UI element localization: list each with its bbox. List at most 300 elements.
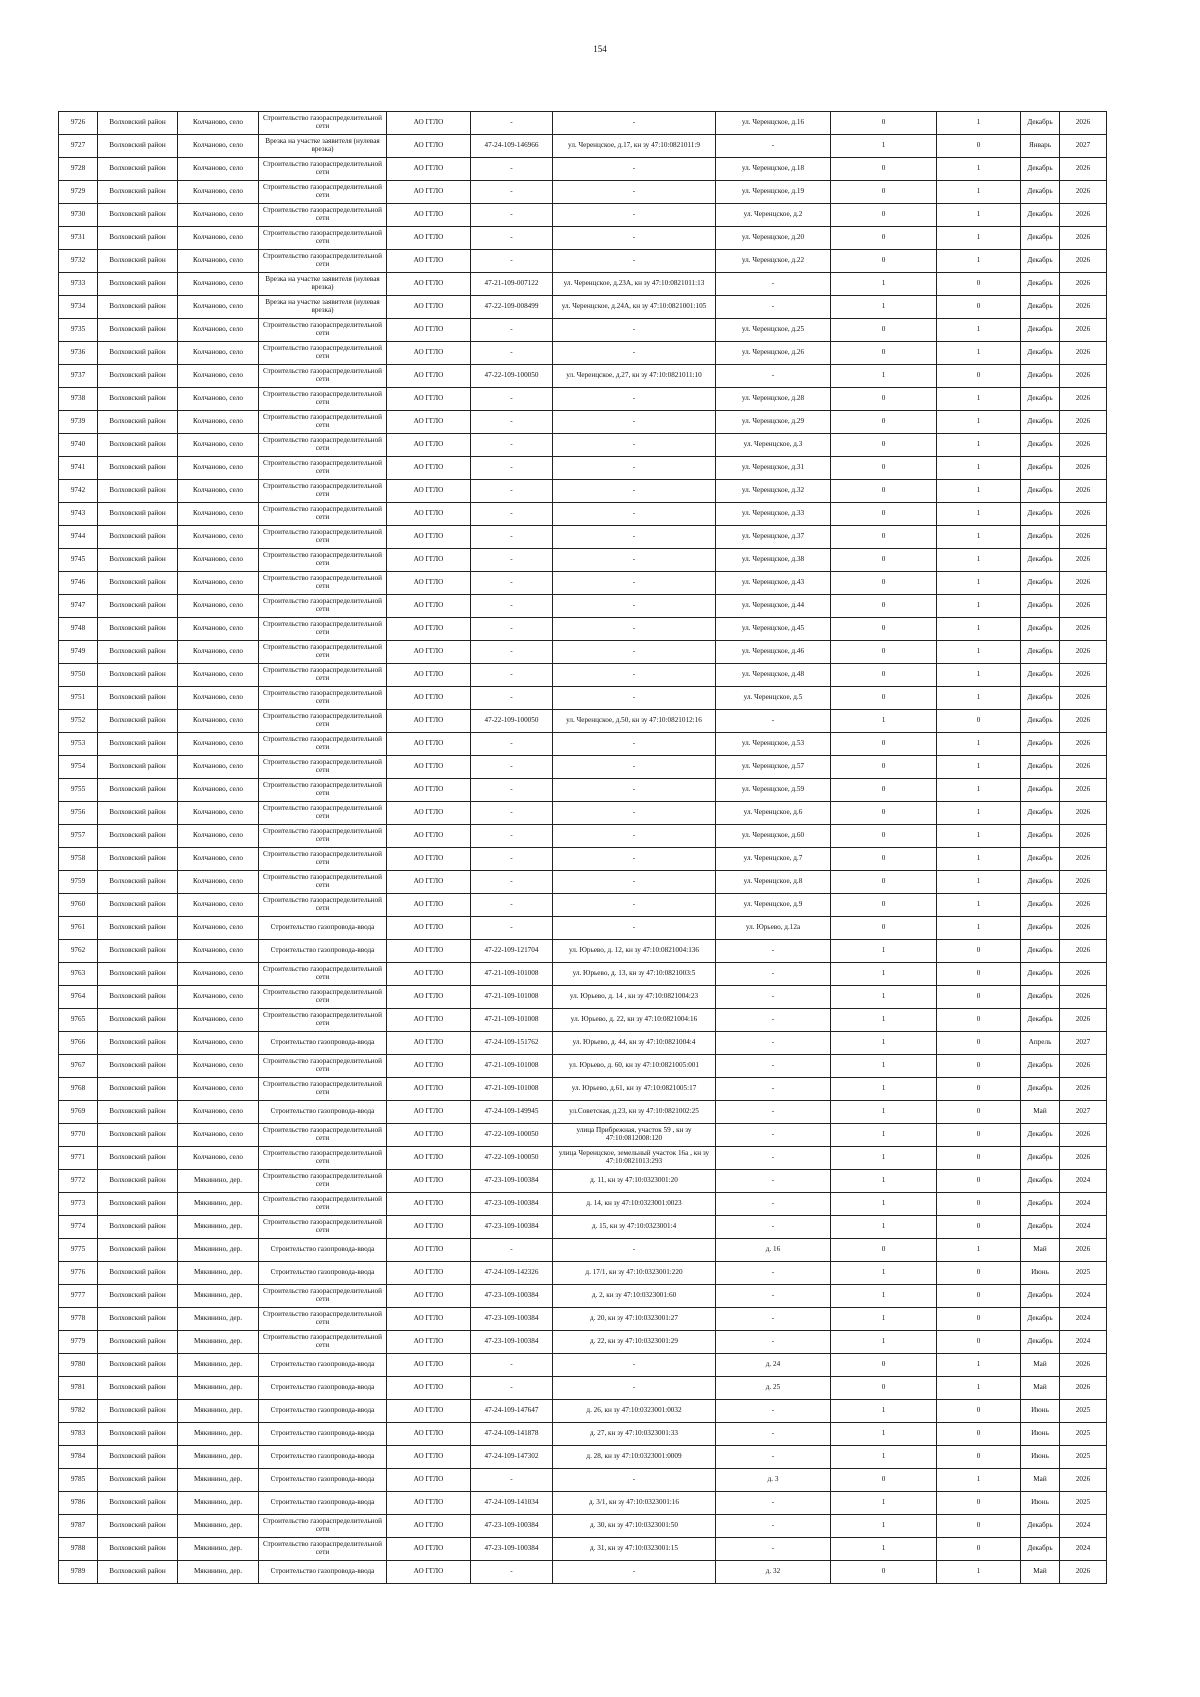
- table-row: [59, 1469, 1107, 1492]
- row-number-cell: 9763: [59, 963, 98, 986]
- row-number-cell: 9734: [59, 296, 98, 319]
- count-b-cell: 0: [937, 1446, 1021, 1469]
- table-row: [59, 1170, 1107, 1193]
- count-a-cell: 0: [831, 112, 937, 135]
- work-type-cell: Строительство газораспределительной сети: [259, 181, 387, 204]
- count-b-cell: 0: [937, 986, 1021, 1009]
- count-a-cell: 1: [831, 1400, 937, 1423]
- count-a-cell: 0: [831, 1377, 937, 1400]
- cadastral-address-cell: -: [553, 917, 716, 940]
- application-number-cell: 47-22-109-100050: [471, 710, 553, 733]
- month-cell: Декабрь: [1021, 1078, 1060, 1101]
- table-row: [59, 250, 1107, 273]
- application-number-cell: -: [471, 1469, 553, 1492]
- row-number-cell: 9771: [59, 1147, 98, 1170]
- table-row: [59, 365, 1107, 388]
- settlement-cell: Колчаново, село: [178, 802, 259, 825]
- table-row: [59, 595, 1107, 618]
- row-number-cell: 9745: [59, 549, 98, 572]
- settlement-cell: Колчаново, село: [178, 296, 259, 319]
- address-cell: ул. Черенцское, д.33: [716, 503, 831, 526]
- row-number-cell: 9740: [59, 434, 98, 457]
- settlement-cell: Мякинино, дер.: [178, 1446, 259, 1469]
- organization-cell: АО ГГЛО: [387, 526, 471, 549]
- organization-cell: АО ГГЛО: [387, 1538, 471, 1561]
- district-cell: Волховский район: [98, 434, 178, 457]
- work-type-cell: Строительство газораспределительной сети: [259, 1216, 387, 1239]
- address-cell: д. 16: [716, 1239, 831, 1262]
- application-number-cell: 47-23-109-100384: [471, 1216, 553, 1239]
- table-row: [59, 802, 1107, 825]
- work-type-cell: Строительство газораспределительной сети: [259, 572, 387, 595]
- district-cell: Волховский район: [98, 733, 178, 756]
- row-number-cell: 9764: [59, 986, 98, 1009]
- year-cell: 2026: [1060, 181, 1107, 204]
- settlement-cell: Колчаново, село: [178, 963, 259, 986]
- month-cell: Декабрь: [1021, 457, 1060, 480]
- month-cell: Декабрь: [1021, 1285, 1060, 1308]
- cadastral-address-cell: -: [553, 342, 716, 365]
- district-cell: Волховский район: [98, 158, 178, 181]
- year-cell: 2025: [1060, 1423, 1107, 1446]
- organization-cell: АО ГГЛО: [387, 1423, 471, 1446]
- cadastral-address-cell: -: [553, 181, 716, 204]
- row-number-cell: 9728: [59, 158, 98, 181]
- cadastral-address-cell: -: [553, 848, 716, 871]
- application-number-cell: -: [471, 894, 553, 917]
- application-number-cell: -: [471, 618, 553, 641]
- month-cell: Декабрь: [1021, 365, 1060, 388]
- address-cell: -: [716, 1262, 831, 1285]
- settlement-cell: Колчаново, село: [178, 917, 259, 940]
- count-b-cell: 0: [937, 1285, 1021, 1308]
- organization-cell: АО ГГЛО: [387, 227, 471, 250]
- cadastral-address-cell: д. 3/1, кн зу 47:10:0323001:16: [553, 1492, 716, 1515]
- organization-cell: АО ГГЛО: [387, 779, 471, 802]
- address-cell: -: [716, 1193, 831, 1216]
- settlement-cell: Колчаново, село: [178, 641, 259, 664]
- year-cell: 2024: [1060, 1538, 1107, 1561]
- table-row: [59, 342, 1107, 365]
- month-cell: Декабрь: [1021, 250, 1060, 273]
- count-a-cell: 1: [831, 1262, 937, 1285]
- table-row: [59, 641, 1107, 664]
- address-cell: ул. Черенцское, д.7: [716, 848, 831, 871]
- work-type-cell: Строительство газораспределительной сети: [259, 434, 387, 457]
- row-number-cell: 9774: [59, 1216, 98, 1239]
- organization-cell: АО ГГЛО: [387, 802, 471, 825]
- year-cell: 2026: [1060, 1561, 1107, 1584]
- work-type-cell: Врезка на участке заявителя (нулевая врезка): [259, 135, 387, 158]
- address-cell: ул. Черенцское, д.45: [716, 618, 831, 641]
- count-b-cell: 1: [937, 181, 1021, 204]
- table-row: [59, 1331, 1107, 1354]
- work-type-cell: Строительство газопровода-ввода: [259, 1377, 387, 1400]
- district-cell: Волховский район: [98, 388, 178, 411]
- year-cell: 2025: [1060, 1400, 1107, 1423]
- table-row: [59, 1492, 1107, 1515]
- month-cell: Декабрь: [1021, 595, 1060, 618]
- row-number-cell: 9733: [59, 273, 98, 296]
- address-cell: -: [716, 710, 831, 733]
- district-cell: Волховский район: [98, 1354, 178, 1377]
- count-b-cell: 0: [937, 1055, 1021, 1078]
- count-a-cell: 0: [831, 1469, 937, 1492]
- settlement-cell: Колчаново, село: [178, 595, 259, 618]
- month-cell: Декабрь: [1021, 296, 1060, 319]
- application-number-cell: 47-24-109-147647: [471, 1400, 553, 1423]
- address-cell: -: [716, 1400, 831, 1423]
- cadastral-address-cell: ул. Черенцское, д.50, кн зу 47:10:0821012:16: [553, 710, 716, 733]
- organization-cell: АО ГГЛО: [387, 1354, 471, 1377]
- count-b-cell: 0: [937, 296, 1021, 319]
- work-type-cell: Строительство газораспределительной сети: [259, 411, 387, 434]
- cadastral-address-cell: ул.Советская, д.23, кн зу 47:10:0821002:25: [553, 1101, 716, 1124]
- row-number-cell: 9753: [59, 733, 98, 756]
- month-cell: Декабрь: [1021, 986, 1060, 1009]
- organization-cell: АО ГГЛО: [387, 1331, 471, 1354]
- count-b-cell: 0: [937, 1216, 1021, 1239]
- count-b-cell: 0: [937, 940, 1021, 963]
- cadastral-address-cell: д. 11, кн зу 47:10:0323001:20: [553, 1170, 716, 1193]
- district-cell: Волховский район: [98, 618, 178, 641]
- cadastral-address-cell: ул. Юрьево, д. 44, кн зу 47:10:0821004:4: [553, 1032, 716, 1055]
- count-b-cell: 1: [937, 641, 1021, 664]
- settlement-cell: Колчаново, село: [178, 1055, 259, 1078]
- count-b-cell: 0: [937, 365, 1021, 388]
- address-cell: ул. Черенцское, д.38: [716, 549, 831, 572]
- organization-cell: АО ГГЛО: [387, 1469, 471, 1492]
- work-type-cell: Строительство газораспределительной сети: [259, 641, 387, 664]
- count-b-cell: 1: [937, 319, 1021, 342]
- settlement-cell: Колчаново, село: [178, 618, 259, 641]
- organization-cell: АО ГГЛО: [387, 825, 471, 848]
- table-row: [59, 1400, 1107, 1423]
- address-cell: ул. Черенцское, д.37: [716, 526, 831, 549]
- address-cell: ул. Черенцское, д.57: [716, 756, 831, 779]
- table-row: [59, 710, 1107, 733]
- count-a-cell: 0: [831, 802, 937, 825]
- district-cell: Волховский район: [98, 1193, 178, 1216]
- year-cell: 2026: [1060, 1469, 1107, 1492]
- month-cell: Январь: [1021, 135, 1060, 158]
- row-number-cell: 9789: [59, 1561, 98, 1584]
- work-type-cell: Строительство газораспределительной сети: [259, 503, 387, 526]
- organization-cell: АО ГГЛО: [387, 1170, 471, 1193]
- count-a-cell: 1: [831, 1446, 937, 1469]
- application-number-cell: -: [471, 388, 553, 411]
- cadastral-address-cell: улица Черенцское, земельный участок 16а , кн зу 47:10:0821013:293: [553, 1147, 716, 1170]
- count-a-cell: 0: [831, 526, 937, 549]
- application-number-cell: 47-21-109-101008: [471, 1055, 553, 1078]
- application-number-cell: -: [471, 871, 553, 894]
- year-cell: 2026: [1060, 158, 1107, 181]
- row-number-cell: 9776: [59, 1262, 98, 1285]
- count-b-cell: 0: [937, 1400, 1021, 1423]
- count-a-cell: 0: [831, 319, 937, 342]
- row-number-cell: 9752: [59, 710, 98, 733]
- organization-cell: АО ГГЛО: [387, 848, 471, 871]
- cadastral-address-cell: -: [553, 756, 716, 779]
- month-cell: Май: [1021, 1354, 1060, 1377]
- settlement-cell: Колчаново, село: [178, 756, 259, 779]
- work-type-cell: Строительство газораспределительной сети: [259, 618, 387, 641]
- work-type-cell: Строительство газопровода-ввода: [259, 1239, 387, 1262]
- district-cell: Волховский район: [98, 917, 178, 940]
- work-type-cell: Строительство газораспределительной сети: [259, 204, 387, 227]
- year-cell: 2026: [1060, 388, 1107, 411]
- application-number-cell: 47-22-109-100050: [471, 1147, 553, 1170]
- month-cell: Декабрь: [1021, 802, 1060, 825]
- work-type-cell: Строительство газопровода-ввода: [259, 1032, 387, 1055]
- count-b-cell: 0: [937, 1032, 1021, 1055]
- address-cell: -: [716, 1124, 831, 1147]
- year-cell: 2026: [1060, 457, 1107, 480]
- settlement-cell: Колчаново, село: [178, 457, 259, 480]
- work-type-cell: Строительство газораспределительной сети: [259, 664, 387, 687]
- row-number-cell: 9765: [59, 1009, 98, 1032]
- cadastral-address-cell: -: [553, 1239, 716, 1262]
- organization-cell: АО ГГЛО: [387, 940, 471, 963]
- settlement-cell: Колчаново, село: [178, 227, 259, 250]
- year-cell: 2026: [1060, 319, 1107, 342]
- month-cell: Декабрь: [1021, 1331, 1060, 1354]
- application-number-cell: 47-24-109-146966: [471, 135, 553, 158]
- count-b-cell: 0: [937, 1538, 1021, 1561]
- address-cell: -: [716, 1101, 831, 1124]
- organization-cell: АО ГГЛО: [387, 871, 471, 894]
- organization-cell: АО ГГЛО: [387, 1515, 471, 1538]
- application-number-cell: -: [471, 549, 553, 572]
- organization-cell: АО ГГЛО: [387, 1216, 471, 1239]
- count-a-cell: 1: [831, 1124, 937, 1147]
- application-number-cell: 47-24-109-142326: [471, 1262, 553, 1285]
- row-number-cell: 9768: [59, 1078, 98, 1101]
- month-cell: Декабрь: [1021, 480, 1060, 503]
- month-cell: Декабрь: [1021, 618, 1060, 641]
- count-a-cell: 0: [831, 457, 937, 480]
- table-row: [59, 894, 1107, 917]
- cadastral-address-cell: -: [553, 1354, 716, 1377]
- cadastral-address-cell: -: [553, 388, 716, 411]
- work-type-cell: Строительство газораспределительной сети: [259, 526, 387, 549]
- row-number-cell: 9754: [59, 756, 98, 779]
- row-number-cell: 9781: [59, 1377, 98, 1400]
- organization-cell: АО ГГЛО: [387, 250, 471, 273]
- address-cell: -: [716, 1515, 831, 1538]
- row-number-cell: 9780: [59, 1354, 98, 1377]
- count-b-cell: 0: [937, 1193, 1021, 1216]
- cadastral-address-cell: -: [553, 204, 716, 227]
- district-cell: Волховский район: [98, 457, 178, 480]
- count-b-cell: 1: [937, 733, 1021, 756]
- address-cell: ул. Черенцское, д.43: [716, 572, 831, 595]
- row-number-cell: 9766: [59, 1032, 98, 1055]
- year-cell: 2026: [1060, 641, 1107, 664]
- count-a-cell: 0: [831, 917, 937, 940]
- organization-cell: АО ГГЛО: [387, 503, 471, 526]
- work-type-cell: Строительство газораспределительной сети: [259, 1055, 387, 1078]
- application-number-cell: -: [471, 733, 553, 756]
- district-cell: Волховский район: [98, 1308, 178, 1331]
- settlement-cell: Мякинино, дер.: [178, 1216, 259, 1239]
- application-number-cell: -: [471, 112, 553, 135]
- table-row: [59, 871, 1107, 894]
- month-cell: Декабрь: [1021, 1124, 1060, 1147]
- count-b-cell: 1: [937, 526, 1021, 549]
- settlement-cell: Мякинино, дер.: [178, 1262, 259, 1285]
- table-row: [59, 572, 1107, 595]
- cadastral-address-cell: ул. Юрьево, д.61, кн зу 47:10:0821005:17: [553, 1078, 716, 1101]
- count-a-cell: 1: [831, 986, 937, 1009]
- count-a-cell: 0: [831, 641, 937, 664]
- row-number-cell: 9785: [59, 1469, 98, 1492]
- application-number-cell: -: [471, 687, 553, 710]
- settlement-cell: Мякинино, дер.: [178, 1354, 259, 1377]
- district-cell: Волховский район: [98, 963, 178, 986]
- year-cell: 2026: [1060, 503, 1107, 526]
- count-b-cell: 0: [937, 1515, 1021, 1538]
- address-cell: -: [716, 1170, 831, 1193]
- year-cell: 2026: [1060, 342, 1107, 365]
- table-row: [59, 779, 1107, 802]
- district-cell: Волховский район: [98, 1423, 178, 1446]
- work-type-cell: Строительство газораспределительной сети: [259, 1170, 387, 1193]
- cadastral-address-cell: -: [553, 894, 716, 917]
- cadastral-address-cell: -: [553, 1469, 716, 1492]
- settlement-cell: Колчаново, село: [178, 871, 259, 894]
- settlement-cell: Мякинино, дер.: [178, 1193, 259, 1216]
- work-type-cell: Строительство газораспределительной сети: [259, 986, 387, 1009]
- year-cell: 2026: [1060, 526, 1107, 549]
- count-a-cell: 1: [831, 1032, 937, 1055]
- settlement-cell: Колчаново, село: [178, 710, 259, 733]
- district-cell: Волховский район: [98, 1101, 178, 1124]
- district-cell: Волховский район: [98, 250, 178, 273]
- district-cell: Волховский район: [98, 1515, 178, 1538]
- address-cell: ул. Черенцское, д.20: [716, 227, 831, 250]
- table-row: [59, 319, 1107, 342]
- settlement-cell: Колчаново, село: [178, 825, 259, 848]
- application-number-cell: 47-22-109-100050: [471, 365, 553, 388]
- work-type-cell: Строительство газопровода-ввода: [259, 1446, 387, 1469]
- settlement-cell: Колчаново, село: [178, 1032, 259, 1055]
- row-number-cell: 9786: [59, 1492, 98, 1515]
- row-number-cell: 9769: [59, 1101, 98, 1124]
- month-cell: Декабрь: [1021, 273, 1060, 296]
- count-b-cell: 1: [937, 1561, 1021, 1584]
- month-cell: Декабрь: [1021, 664, 1060, 687]
- cadastral-address-cell: д. 14, кн зу 47:10:0323001:0023: [553, 1193, 716, 1216]
- organization-cell: АО ГГЛО: [387, 595, 471, 618]
- table-row: [59, 1515, 1107, 1538]
- cadastral-address-cell: д. 31, кн зу 47:10:0323001:15: [553, 1538, 716, 1561]
- address-cell: -: [716, 273, 831, 296]
- month-cell: Май: [1021, 1469, 1060, 1492]
- district-cell: Волховский район: [98, 503, 178, 526]
- count-a-cell: 1: [831, 1009, 937, 1032]
- table-row: [59, 1078, 1107, 1101]
- district-cell: Волховский район: [98, 1216, 178, 1239]
- settlement-cell: Колчаново, село: [178, 158, 259, 181]
- year-cell: 2024: [1060, 1331, 1107, 1354]
- settlement-cell: Колчаново, село: [178, 1124, 259, 1147]
- district-cell: Волховский район: [98, 641, 178, 664]
- month-cell: Апрель: [1021, 1032, 1060, 1055]
- organization-cell: АО ГГЛО: [387, 135, 471, 158]
- count-b-cell: 0: [937, 1124, 1021, 1147]
- count-a-cell: 1: [831, 1423, 937, 1446]
- month-cell: Декабрь: [1021, 1308, 1060, 1331]
- row-number-cell: 9749: [59, 641, 98, 664]
- application-number-cell: -: [471, 319, 553, 342]
- table-row: [59, 204, 1107, 227]
- settlement-cell: Мякинино, дер.: [178, 1561, 259, 1584]
- year-cell: 2026: [1060, 825, 1107, 848]
- table-row: [59, 1308, 1107, 1331]
- count-b-cell: 1: [937, 503, 1021, 526]
- cadastral-address-cell: ул. Юрьево, д. 60, кн зу 47:10:0821005:001: [553, 1055, 716, 1078]
- application-number-cell: -: [471, 181, 553, 204]
- year-cell: 2026: [1060, 687, 1107, 710]
- table-row: [59, 411, 1107, 434]
- settlement-cell: Мякинино, дер.: [178, 1377, 259, 1400]
- organization-cell: АО ГГЛО: [387, 687, 471, 710]
- district-cell: Волховский район: [98, 871, 178, 894]
- settlement-cell: Колчаново, село: [178, 342, 259, 365]
- row-number-cell: 9732: [59, 250, 98, 273]
- month-cell: Май: [1021, 1239, 1060, 1262]
- cadastral-address-cell: ул. Черенцское, д.27, кн зу 47:10:0821011:10: [553, 365, 716, 388]
- year-cell: 2026: [1060, 940, 1107, 963]
- organization-cell: АО ГГЛО: [387, 756, 471, 779]
- cadastral-address-cell: -: [553, 595, 716, 618]
- settlement-cell: Мякинино, дер.: [178, 1308, 259, 1331]
- settlement-cell: Мякинино, дер.: [178, 1469, 259, 1492]
- organization-cell: АО ГГЛО: [387, 1124, 471, 1147]
- work-type-cell: Строительство газораспределительной сети: [259, 480, 387, 503]
- application-number-cell: -: [471, 480, 553, 503]
- cadastral-address-cell: д. 2, кн зу 47:10:0323001:60: [553, 1285, 716, 1308]
- table-row: [59, 503, 1107, 526]
- year-cell: 2026: [1060, 848, 1107, 871]
- settlement-cell: Колчаново, село: [178, 1101, 259, 1124]
- cadastral-address-cell: -: [553, 549, 716, 572]
- district-cell: Волховский район: [98, 825, 178, 848]
- table-row: [59, 158, 1107, 181]
- month-cell: Декабрь: [1021, 641, 1060, 664]
- count-a-cell: 1: [831, 365, 937, 388]
- table-row: [59, 1538, 1107, 1561]
- month-cell: Декабрь: [1021, 1170, 1060, 1193]
- year-cell: 2026: [1060, 549, 1107, 572]
- cadastral-address-cell: -: [553, 457, 716, 480]
- address-cell: д. 32: [716, 1561, 831, 1584]
- count-b-cell: 1: [937, 871, 1021, 894]
- count-a-cell: 0: [831, 411, 937, 434]
- month-cell: Декабрь: [1021, 756, 1060, 779]
- district-cell: Волховский район: [98, 1331, 178, 1354]
- table-row: [59, 940, 1107, 963]
- application-number-cell: 47-23-109-100384: [471, 1193, 553, 1216]
- cadastral-address-cell: ул. Черенцское, д.24А, кн зу 47:10:0821001:105: [553, 296, 716, 319]
- count-b-cell: 0: [937, 1101, 1021, 1124]
- application-number-cell: 47-21-109-101008: [471, 1009, 553, 1032]
- month-cell: Июнь: [1021, 1423, 1060, 1446]
- cadastral-address-cell: ул. Черенцское, д.23А, кн зу 47:10:0821011:13: [553, 273, 716, 296]
- work-type-cell: Строительство газораспределительной сети: [259, 1078, 387, 1101]
- table-row: [59, 986, 1107, 1009]
